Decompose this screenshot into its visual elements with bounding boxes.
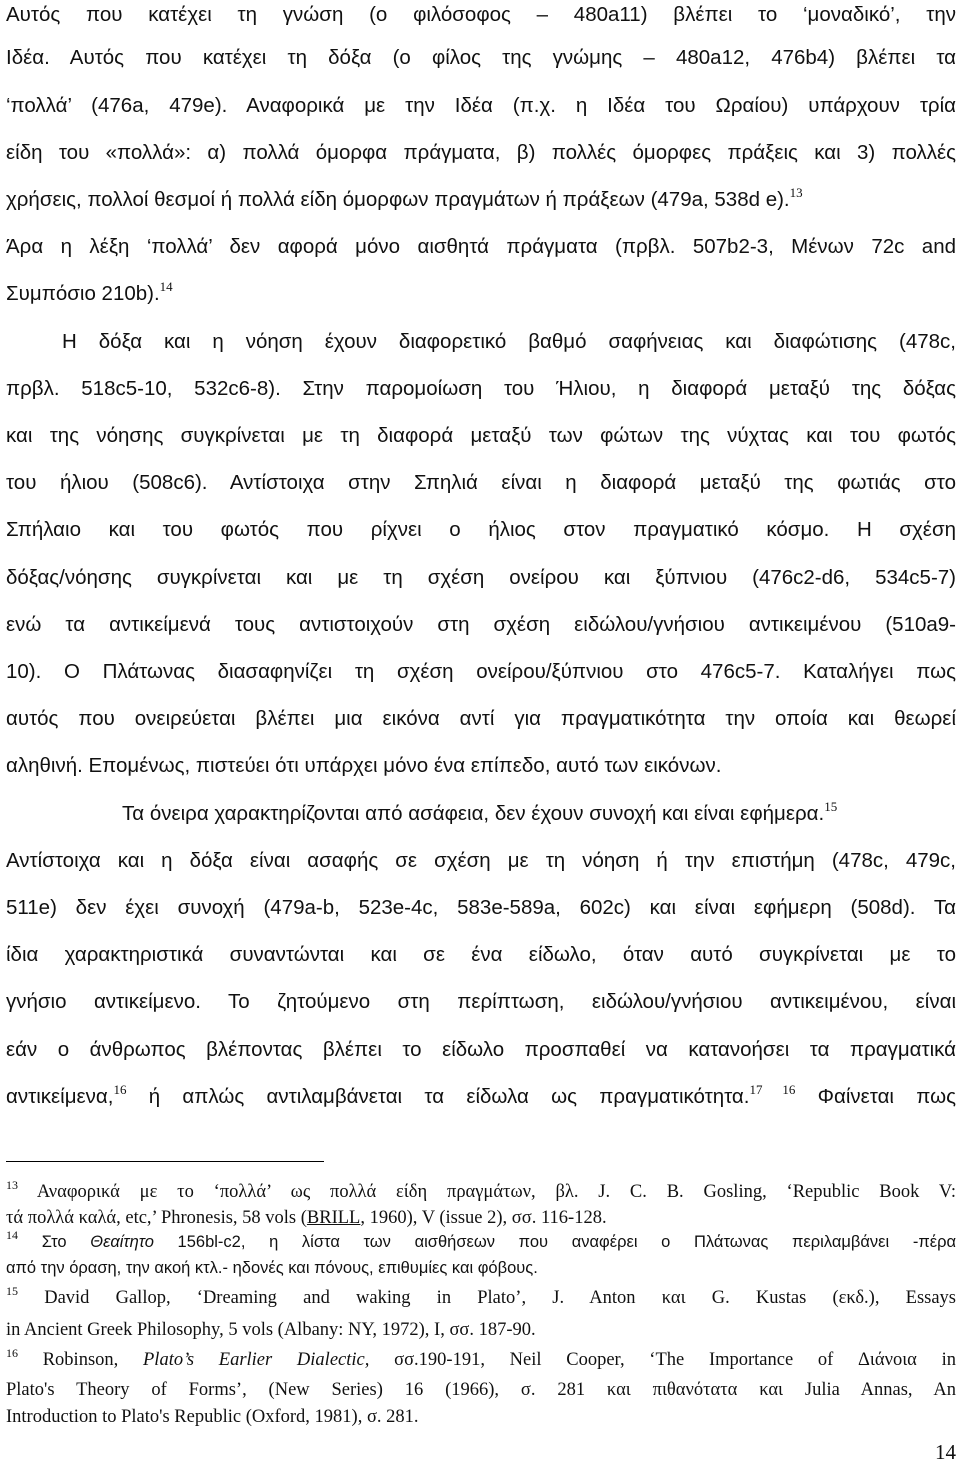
footnote-text: Στο	[41, 1233, 91, 1251]
footnote-14	[6, 1230, 956, 1254]
footnote-ref-16b: 16	[782, 1082, 796, 1097]
footnote-title: Plato’s Earlier Dialectic,	[143, 1350, 370, 1370]
body-line: και της νόησης συγκρίνεται με τη διαφορά μεταξύ των φώτων της νύχτας και του φωτός	[6, 424, 956, 447]
body-line: είδη του «πολλά»: α) πολλά όμορφα πράγματα, β) πολλές όμορφες πράξεις και 3) πολλές	[6, 141, 956, 164]
footnote-text: , 1960), V (issue 2), σσ. 116-128.	[360, 1208, 607, 1228]
footnote-16-cont: Introduction to Plato's Republic (Oxford, 1981), σ. 281.	[6, 1407, 419, 1427]
footnote-number: 15	[6, 1284, 18, 1298]
footnote-14-cont	[6, 1256, 956, 1280]
footnote-text: σσ.190-191, Neil Cooper, ‘The Importance of Διάνοια in	[369, 1350, 956, 1370]
footnote-16	[6, 1348, 956, 1372]
footnote-ref-15: 15	[824, 799, 838, 814]
body-line: δόξας/νόησης συγκρίνεται και με τη σχέση ονείρου και ξύπνιου (476c2-d6, 534c5-7)	[6, 566, 956, 589]
body-line: ‘πολλά’ (476a, 479e). Αναφορικά με την Ιδέα (π.χ. η Ιδέα του Ωραίου) υπάρχουν τρία	[6, 94, 956, 117]
body-line: Ιδέα. Αυτός που κατέχει τη δόξα (ο φίλος της γνώμης – 480a12, 476b4) βλέπει τα	[6, 46, 956, 69]
body-line-text: Τα όνειρα χαρακτηρίζονται από ασάφεια, δεν έχουν συνοχή και είναι εφήμερα.	[122, 802, 825, 825]
footnote-16-cont: Plato's Theory of Forms’, (New Series) 16 (1966), σ. 281 και πιθανότατα και Julia Annas, An	[6, 1380, 956, 1400]
page-number: 14	[935, 1440, 956, 1464]
body-line	[6, 1084, 956, 1110]
body-line-text: αντικείμενα,	[6, 1085, 114, 1108]
body-line-text: Φαίνεται πως	[817, 1085, 956, 1108]
footnote-ref-13: 13	[789, 185, 803, 200]
body-line: Η δόξα και η νόηση έχουν διαφορετικό βαθμό σαφήνειας και διαφώτισης (478c,	[62, 330, 956, 353]
body-line: Αυτός που κατέχει τη γνώση (ο φιλόσοφος – 480a11) βλέπει το ‘μοναδικό’, την	[6, 3, 956, 26]
body-line: εάν ο άνθρωπος βλέποντας βλέπει το είδωλο προσπαθεί να κατανοήσει τα πραγματικά	[6, 1038, 956, 1061]
body-line	[6, 187, 956, 213]
footnote-text: Αναφορικά με το ‘πολλά’ ως πολλά είδη πραγμάτων, βλ. J. C. B. Gosling, ‘Republic Book V:	[36, 1182, 957, 1202]
footnote-ref-14: 14	[159, 279, 173, 294]
body-line-text: Συμπόσιο 210b).	[6, 282, 160, 305]
footnote-ref-16: 16	[113, 1082, 127, 1097]
body-line	[122, 801, 956, 827]
body-line: 10). Ο Πλάτωνας διασαφηνίζει τη σχέση ονείρου/ξύπνιου στο 476c5-7. Καταλήγει πως	[6, 660, 956, 683]
body-line: Αντίστοιχα και η δόξα είναι ασαφής σε σχέση με τη νόηση ή την επιστήμη (478c, 479c,	[6, 849, 956, 872]
footnote-15-cont: in Ancient Greek Philosophy, 5 vols (Albany: NY, 1972), I, σσ. 187-90.	[6, 1320, 536, 1340]
footnote-text: από την όραση, την ακοή κτλ.- ηδονές και πόνους, επιθυμίες και φόβους.	[6, 1259, 538, 1277]
footnote-ref-17-16	[749, 1082, 795, 1097]
publisher-link-text: BRILL	[306, 1208, 361, 1228]
footnote-text: 156bl-c2, η λίστα των αισθήσεων που αναφέρει ο Πλάτωνας περιλαμβάνει -πέρα	[153, 1233, 956, 1251]
body-line	[6, 281, 956, 307]
footnote-13	[6, 1180, 956, 1204]
body-line-text: χρήσεις, πολλοί θεσμοί ή πολλά είδη όμορφων πραγμάτων ή πράξεων (479a, 538d e).	[6, 188, 790, 211]
footnote-text: Robinson,	[42, 1350, 143, 1370]
body-line: αυτός που ονειρεύεται βλέπει μια εικόνα αντί για πραγματικότητα την οποία και θεωρεί	[6, 707, 956, 730]
footnote-15	[6, 1286, 956, 1310]
footnote-number: 13	[6, 1178, 18, 1192]
body-line: πρβλ. 518c5-10, 532c6-8). Στην παρομοίωση του Ήλιου, η διαφορά μεταξύ της δόξας	[6, 377, 956, 400]
body-line: ενώ τα αντικείμενά τους αντιστοιχούν στη σχέση ειδώλου/γνήσιου αντικειμένου (510a9-	[6, 613, 956, 636]
footnote-number: 14	[6, 1228, 18, 1242]
body-line: γνήσιο αντικείμενο. Το ζητούμενο στη περίπτωση, ειδώλου/γνήσιου αντικειμένου, είναι	[6, 990, 956, 1013]
body-line: του ήλιου (508c6). Αντίστοιχα στην Σπηλιά είναι η διαφορά μεταξύ της φωτιάς στο	[6, 471, 956, 494]
footnote-text: David Gallop, ‘Dreaming and waking in Plato’, J. Anton και G. Kustas (εκδ.), Essays	[44, 1288, 957, 1308]
footnote-number: 16	[6, 1346, 18, 1360]
body-line: Σπήλαιο και του φωτός που ρίχνει ο ήλιος στον πραγματικό κόσμο. Η σχέση	[6, 518, 956, 541]
body-line: 511e) δεν έχει συνοχή (479a-b, 523e-4c, 583e-589a, 602c) και είναι εφήμερη (508d). Τα	[6, 896, 956, 919]
footnote-text: τά πολλά καλά, etc,’ Phronesis, 58 vols (	[6, 1208, 307, 1228]
body-line: αληθινή. Επομένως, πιστεύει ότι υπάρχει μόνο ένα επίπεδο, αυτό των εικόνων.	[6, 754, 722, 777]
body-line: Άρα η λέξη ‘πολλά’ δεν αφορά μόνο αισθητά πράγματα (πρβλ. 507b2-3, Μένων 72c and	[6, 235, 956, 258]
body-line: ίδια χαρακτηριστικά συναντώνται και σε ένα είδωλο, όταν αυτό συγκρίνεται με το	[6, 943, 956, 966]
footnote-13-cont	[6, 1206, 956, 1230]
body-line-text: ή απλώς αντιλαμβάνεται τα είδωλα ως πραγματικότητα.	[148, 1085, 750, 1108]
footnote-title: Θεαίτητο	[90, 1233, 154, 1251]
footnote-separator	[6, 1161, 324, 1162]
footnote-ref-17: 17	[749, 1082, 763, 1097]
